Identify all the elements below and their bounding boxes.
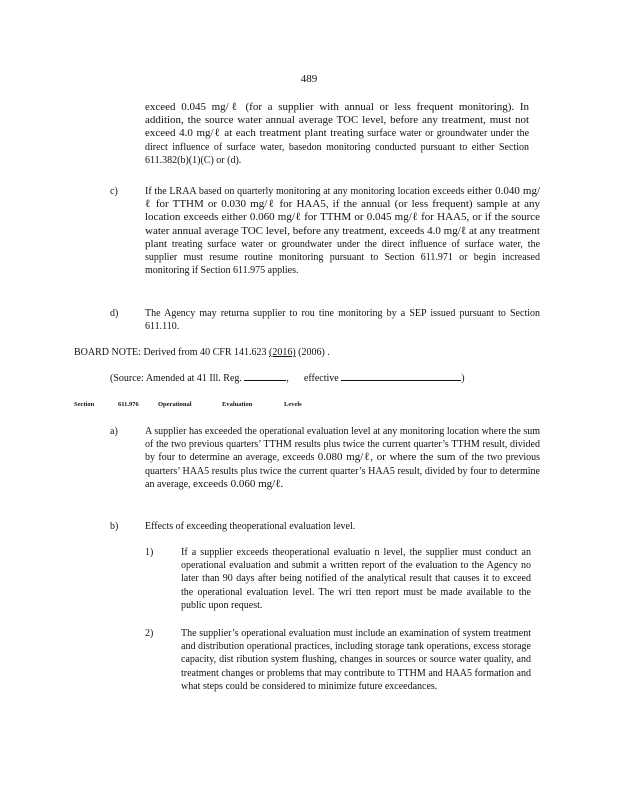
item-b2-label: 2) [145,628,154,639]
item-c-text-3: treating surface water or groundwater under the direct influence of surface water, the supplier must resume routine monitoring pursuant to Section 611.971 or begin increased monitoring if Section 611.975 applies. [145,238,541,277]
section-number: 611.976 [118,401,139,408]
item-c-text-1: If the LRAA based on quarterly monitoring at any monitoring location exceeds [145,186,465,197]
board-note-prefix: BOARD NOTE: Derived from 40 CFR 141.623 [74,347,269,358]
section-title-word-3: Levels [284,401,302,408]
item-a-text [145,425,540,491]
paragraph-continuation-text-1: exceed 0.045 mg/ℓ (for a supplier with annual or less frequent monitoring). In addition, the source water annual average TOC level, before any treatment, must not exceed 4.0 mg/ℓ at each treatment plant treating [145,101,529,140]
source-line [110,372,540,385]
board-note-underlined: (2016) [269,347,296,358]
source-reg-blank [244,380,286,381]
item-c-text-2: either 0.040 mg/ℓ for TTHM or 0.030 mg/ℓ for HAA5, if the annual (or less frequent) sample at any location exceeds either 0.060 mg/ℓ for TTHM or 0.045 mg/ℓ for HAA5, or if the source water annual average TOC level, before any treatment, exceeds 4.0 mg/ℓ at any treatment plant [145,185,541,250]
item-d-text: The Agency may returna supplier to rou tine monitoring by a SEP issued pursuant to Section 611.110. [145,308,540,333]
section-title-word-1: Operational [158,401,192,408]
section-title-word-2: Evaluation [222,401,253,408]
board-note-suffix: (2006) . [295,347,330,358]
item-b1-label: 1) [145,547,154,558]
item-a-text-2: 0.080 mg/ℓ, or where the sum of [317,451,469,464]
item-c-label: c) [110,186,118,197]
source-line-comma: , [286,373,289,384]
paragraph-continuation-text-2: surface water or groundwater under the direct influence of surface water, basedon monitoring conducted pursuant to either Section 611.382(b)(1)(C) or (d). [145,128,530,166]
item-a-label: a) [110,426,118,437]
board-note [74,346,534,359]
source-line-effective: effective [303,373,339,384]
item-a-text-4: exceeds 0.060 mg/ℓ. [193,477,284,490]
item-b2-text: The supplier’s operational evaluation must include an examination of system treatment and distribution operational practices, including storage tank operations, excess storage capacity, dist ribution system flushing, changes in sources or source water quality, and treatment changes or problems that may contribute to TTHM and HAA5 formation and what steps could be considered to minimize future exceedances. [181,628,531,692]
source-effective-blank [341,380,461,381]
item-b-label: b) [110,521,119,532]
item-d-label: d) [110,308,119,319]
paragraph-continuation [145,101,529,167]
section-label: Section [74,401,95,408]
item-b1-text: If a supplier exceeds theoperational evaluatio n level, the supplier must conduct an operational evaluation and submit a written report of the evaluation to the Agency no later than 90 days after being notified of the analytical result that causes it to exceed the operational evaluation level. The wri tten report must be made available to the public upon request. [181,547,531,611]
page-number: 489 [300,73,318,85]
item-b-text: Effects of exceeding theoperational evaluation level. [145,521,356,532]
source-line-close: ) [461,373,465,384]
item-a-text-1: A supplier has exceeded the operational evaluation level at any monitoring location where the sum of the two previous quarters’ TTHM results plus twice the current quarter’s TTHM result, divided by four to determine an average, exceeds [145,426,540,464]
source-line-prefix: (Source: Amended at 41 Ill. Reg. [110,373,242,384]
item-c-text [145,185,540,277]
item-a-text-3: the two previous quarters’ HAA5 results plus twice the current quarter’s HAA5 result, divided by four to determine an average, [145,452,541,490]
